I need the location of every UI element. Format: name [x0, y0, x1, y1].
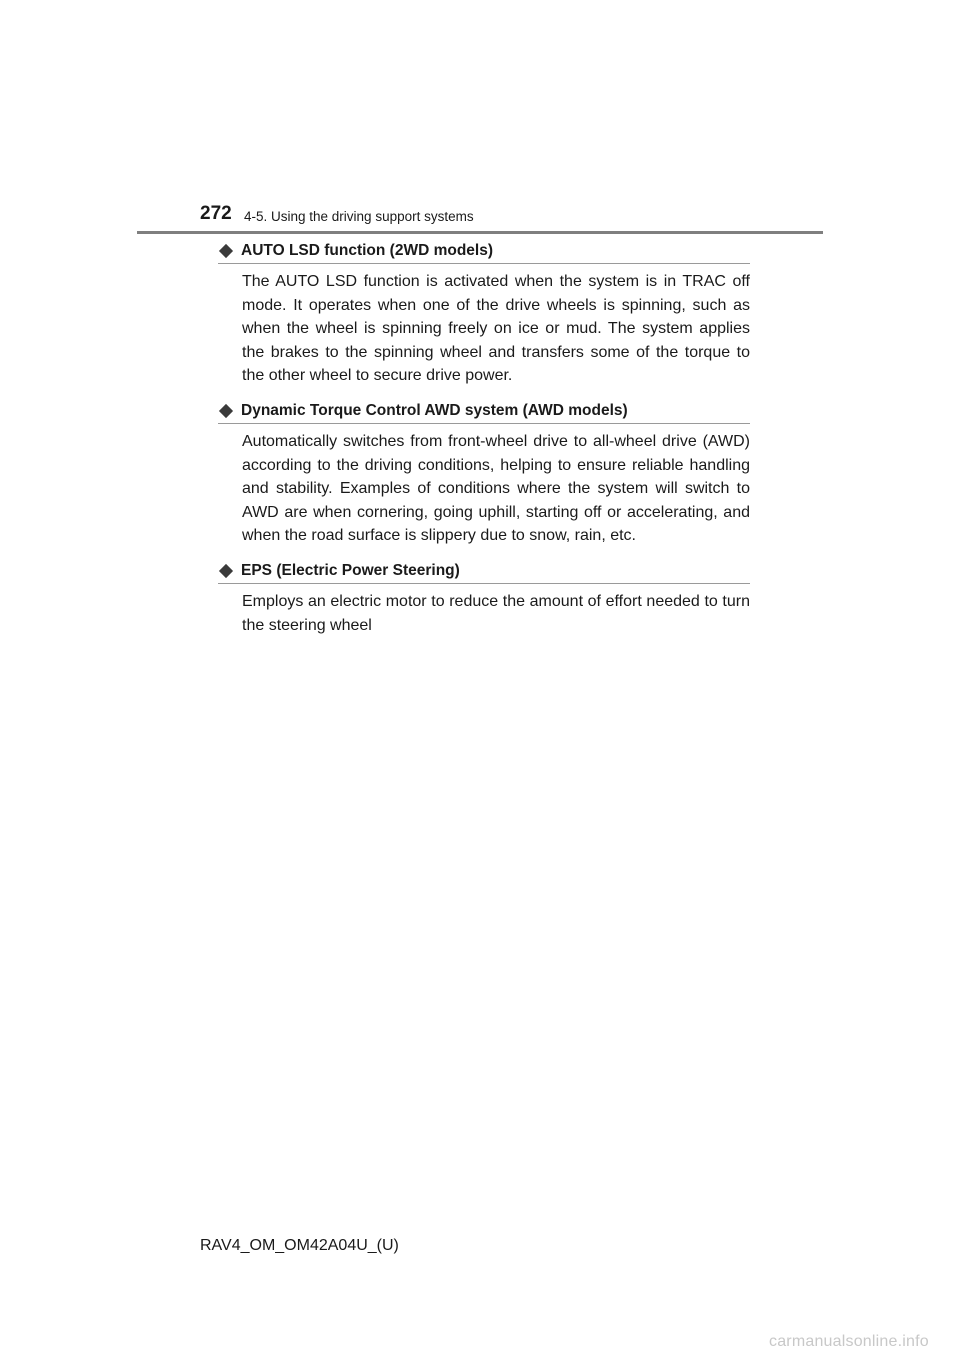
block-body-text: The AUTO LSD function is activated when the system is in TRAC off mode. It operates when one of the drive wheels is spinning, such as when the wheel is spinning freely on ice or mud. The system applies the brakes to the spinning wheel and transfers some of the torque to the other wheel to secure drive power.	[242, 273, 750, 385]
block-heading	[218, 399, 750, 424]
feature-block-eps	[218, 559, 750, 637]
header-rule	[137, 231, 823, 234]
block-heading-text: EPS (Electric Power Steering)	[241, 561, 460, 579]
page-content	[218, 239, 750, 637]
block-body-text: Automatically switches from front-wheel drive to all-wheel drive (AWD) according to the driving conditions, helping to ensure reliable handling and stability. Examples of conditions where the system will switch to AWD are when cornering, going uphill, starting off or accelerating, and when the road surface is slippery due to snow, rain, etc.	[242, 432, 750, 545]
block-heading	[218, 559, 750, 584]
diamond-bullet-icon	[219, 244, 233, 258]
block-heading-text: Dynamic Torque Control AWD system (AWD models)	[241, 401, 628, 419]
section-title: 4-5. Using the driving support systems	[244, 209, 474, 224]
block-body-text: Employs an electric motor to reduce the amount of effort needed to turn the steering wheel	[242, 592, 750, 634]
page-number: 272	[200, 203, 232, 224]
watermark: carmanualsonline.info	[769, 1333, 929, 1350]
block-heading	[218, 239, 750, 264]
feature-block-awd	[218, 399, 750, 548]
feature-block-auto-lsd	[218, 239, 750, 388]
diamond-bullet-icon	[219, 564, 233, 578]
diamond-bullet-icon	[219, 404, 233, 418]
document-code: RAV4_OM_OM42A04U_(U)	[200, 1237, 399, 1254]
block-heading-text: AUTO LSD function (2WD models)	[241, 242, 494, 259]
